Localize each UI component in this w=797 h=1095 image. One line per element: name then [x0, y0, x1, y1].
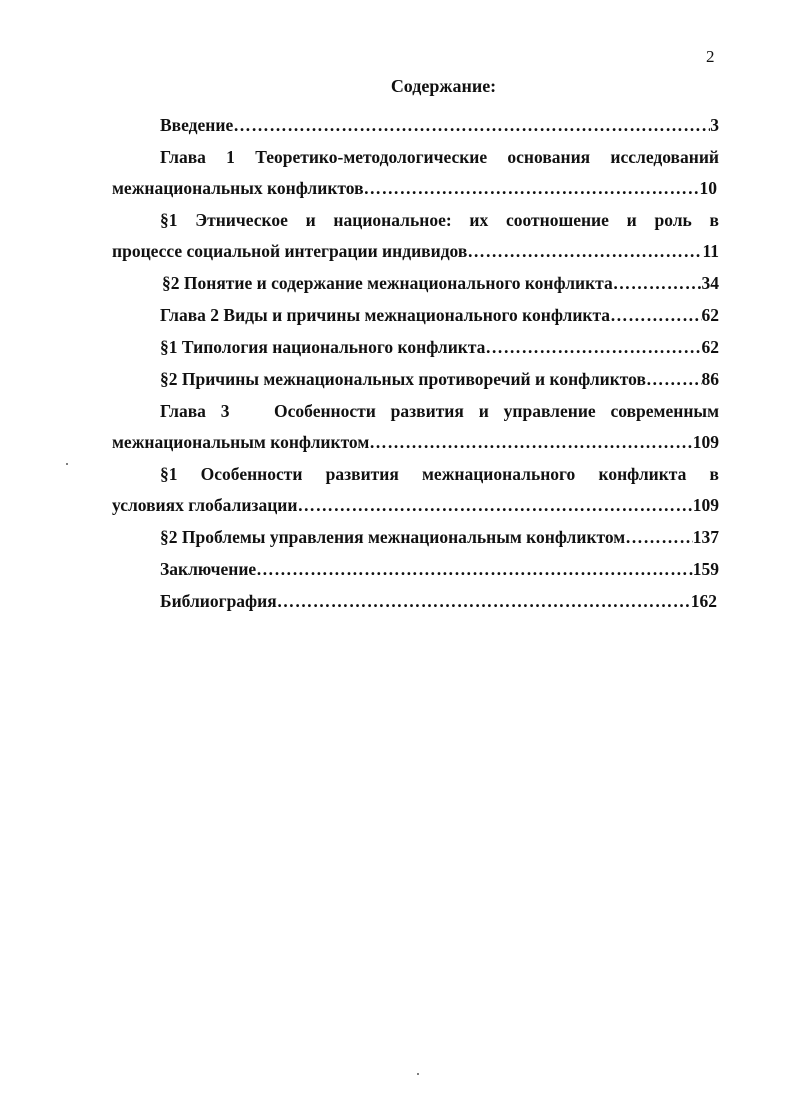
toc-entry-text: §2 Проблемы управления межнациональным конфликтом [160, 527, 626, 547]
toc-entry-chapter-3[interactable] [112, 396, 719, 458]
dot-leader [233, 110, 710, 141]
toc-entry-text: Заключение [160, 559, 257, 579]
toc-entry-page: 137 [692, 527, 719, 547]
toc-entry-text: межнациональным конфликтом [112, 432, 370, 452]
dot-leader [256, 554, 693, 585]
toc-entry-chapter-1-section-1[interactable] [112, 205, 719, 267]
toc-entry-chapter-1[interactable] [112, 142, 719, 204]
toc-entry-line1: Глава 1 Теоретико-методологические основания исследований [160, 147, 719, 167]
dot-leader [610, 300, 701, 331]
toc-entry-page: 162 [690, 591, 717, 611]
toc-entry-page: 3 [710, 115, 719, 135]
toc-entry-introduction[interactable] [112, 110, 719, 141]
toc-entry-text: Введение [160, 115, 234, 135]
toc-entry-line1: Глава 3 Особенности развития и управление современным [160, 401, 719, 421]
dot-leader [625, 522, 693, 553]
toc-entry-line1: §1 Особенности развития межнационального конфликта в [160, 464, 719, 484]
dot-leader [646, 364, 702, 395]
toc-entry-page: 10 [699, 178, 717, 198]
toc-entry-text: межнациональных конфликтов [112, 178, 364, 198]
toc-entry-chapter-2-section-1[interactable] [112, 332, 719, 363]
dot-leader [277, 586, 691, 617]
toc-entry-page: 11 [702, 241, 719, 261]
toc-entry-page: 86 [701, 369, 719, 389]
toc-entry-text: Библиография [160, 591, 277, 611]
toc-entry-page: 62 [701, 337, 719, 357]
table-of-contents [112, 110, 719, 618]
toc-entry-text: процессе социальной интеграции индивидов [112, 241, 468, 261]
dot-leader [467, 236, 702, 267]
toc-entry-text: §2 Понятие и содержание межнационального конфликта [162, 273, 613, 293]
toc-entry-page: 109 [692, 495, 719, 515]
scan-speck [66, 463, 68, 465]
dot-leader [369, 427, 692, 458]
toc-entry-text: §2 Причины межнациональных противоречий и конфликтов [160, 369, 646, 389]
toc-entry-text: условиях глобализации [112, 495, 298, 515]
scan-speck [417, 1073, 419, 1075]
toc-entry-chapter-1-section-2[interactable] [112, 268, 719, 299]
toc-entry-page: 109 [692, 432, 719, 452]
dot-leader [364, 173, 700, 204]
toc-entry-page: 159 [692, 559, 719, 579]
toc-entry-conclusion[interactable] [112, 554, 719, 585]
toc-entry-text: §1 Типология национального конфликта [160, 337, 486, 357]
dot-leader [485, 332, 701, 363]
toc-entry-chapter-3-section-1[interactable] [112, 459, 719, 521]
toc-entry-chapter-3-section-2[interactable] [112, 522, 719, 553]
toc-entry-chapter-2[interactable] [112, 300, 719, 331]
toc-entry-page: 34 [701, 273, 719, 293]
dot-leader [613, 268, 702, 299]
page-number: 2 [706, 47, 715, 66]
toc-title: Содержание: [390, 76, 497, 96]
toc-entry-line1: §1 Этническое и национальное: их соотношение и роль в [160, 210, 719, 230]
toc-entry-chapter-2-section-2[interactable] [112, 364, 719, 395]
toc-entry-text: Глава 2 Виды и причины межнационального конфликта [160, 305, 611, 325]
toc-entry-page: 62 [701, 305, 719, 325]
dot-leader [297, 490, 692, 521]
toc-entry-bibliography[interactable] [112, 586, 719, 617]
